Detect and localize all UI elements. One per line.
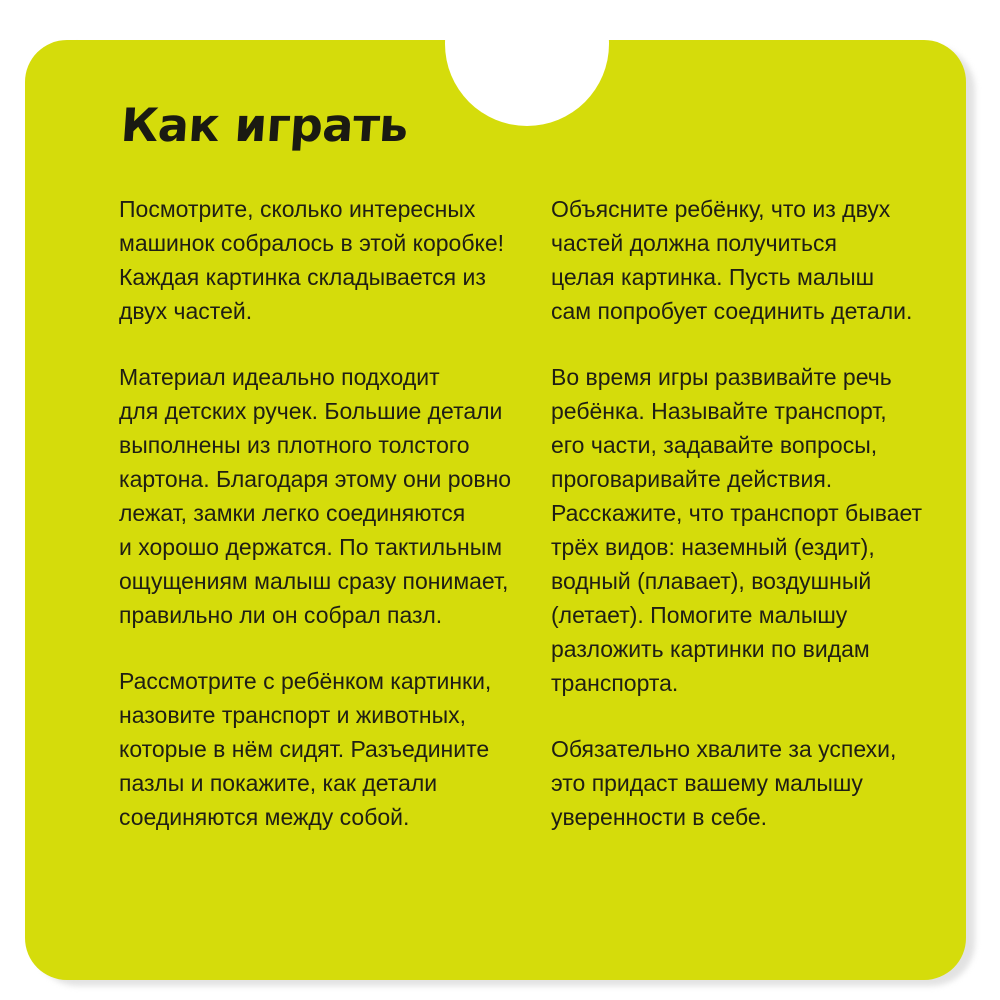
text-line: (летает). Помогите малышу: [551, 602, 848, 628]
right-paragraph-3: [551, 732, 951, 834]
text-line: для детских ручек. Большие детали: [119, 398, 503, 424]
left-text-column: [119, 192, 519, 866]
text-line: Каждая картинка складывается из: [119, 264, 486, 290]
text-line: Во время игры развивайте речь: [551, 364, 892, 390]
text-line: назовите транспорт и животных,: [119, 702, 466, 728]
right-paragraph-1: [551, 192, 951, 328]
instruction-card: [25, 40, 966, 980]
text-line: Расскажите, что транспорт бывает: [551, 500, 923, 526]
text-line: машинок собралось в этой коробке!: [119, 230, 505, 256]
text-line: картона. Благодаря этому они ровно: [119, 466, 512, 492]
text-line: сам попробует соединить детали.: [551, 298, 913, 324]
text-line: пазлы и покажите, как детали: [119, 770, 438, 796]
text-line: это придаст вашему малышу: [551, 770, 863, 796]
text-line: его части, задавайте вопросы,: [551, 432, 878, 458]
left-paragraph-3: [119, 664, 519, 834]
text-line: транспорта.: [551, 670, 679, 696]
text-line: разложить картинки по видам: [551, 636, 870, 662]
text-line: Обязательно хвалите за успехи,: [551, 736, 897, 762]
text-line: Посмотрите, сколько интересных: [119, 196, 476, 222]
text-line: уверенности в себе.: [551, 804, 768, 830]
text-line: частей должна получиться: [551, 230, 837, 256]
text-line: соединяются между собой.: [119, 804, 410, 830]
text-line: правильно ли он собрал пазл.: [119, 602, 443, 628]
left-paragraph-2: [119, 360, 519, 632]
text-line: ощущениям малыш сразу понимает,: [119, 568, 509, 594]
text-line: двух частей.: [119, 298, 253, 324]
text-line: проговаривайте действия.: [551, 466, 833, 492]
text-line: водный (плавает), воздушный: [551, 568, 872, 594]
text-line: Объясните ребёнку, что из двух: [551, 196, 891, 222]
right-paragraph-2: [551, 360, 951, 700]
text-line: выполнены из плотного толстого: [119, 432, 470, 458]
text-line: трёх видов: наземный (ездит),: [551, 534, 875, 560]
left-paragraph-1: [119, 192, 519, 328]
text-line: лежат, замки легко соединяются: [119, 500, 466, 526]
text-line: целая картинка. Пусть малыш: [551, 264, 875, 290]
text-line: ребёнка. Называйте транспорт,: [551, 398, 887, 424]
text-line: которые в нём сидят. Разъедините: [119, 736, 490, 762]
card-title: Как играть: [119, 98, 410, 152]
text-line: Материал идеально подходит: [119, 364, 440, 390]
text-line: и хорошо держатся. По тактильным: [119, 534, 503, 560]
card-notch: [445, 40, 609, 126]
text-line: Рассмотрите с ребёнком картинки,: [119, 668, 492, 694]
right-text-column: [551, 192, 951, 866]
